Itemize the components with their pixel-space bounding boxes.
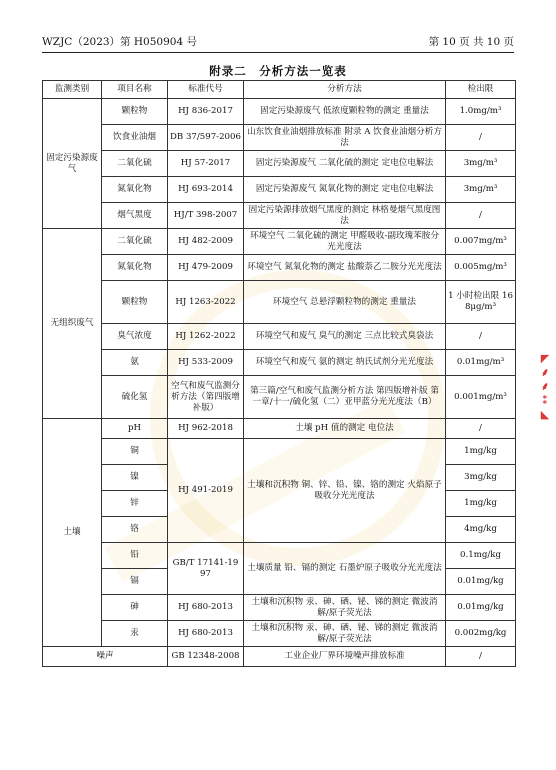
seal-mark: ◤ ⸙ ⸙ ⁑ ◣: [540, 352, 550, 421]
limit-cell: /: [446, 324, 516, 350]
standard-cell: GB/T 17141-1997: [168, 543, 244, 595]
limit-cell: /: [446, 647, 516, 667]
item-cell: 镍: [102, 465, 168, 491]
item-cell: 硫化氢: [102, 376, 168, 419]
standard-cell: HJ 479-2009: [168, 255, 244, 281]
item-cell: 氮氧化物: [102, 255, 168, 281]
method-cell: 山东饮食业油烟排放标准 附录 A 饮食业油烟分析方法: [244, 125, 446, 151]
col-header-standard: 标准代号: [168, 81, 244, 99]
standard-cell: GB 12348-2008: [168, 647, 244, 667]
standard-cell: DB 37/597-2006: [168, 125, 244, 151]
standard-cell: HJ 533-2009: [168, 350, 244, 376]
method-cell: 环境空气 总悬浮颗粒物的测定 重量法: [244, 281, 446, 324]
item-cell: 二氧化硫: [102, 151, 168, 177]
limit-cell: 0.1mg/kg: [446, 543, 516, 569]
standard-cell: HJ 680-2013: [168, 595, 244, 621]
table-row: [43, 255, 516, 281]
page-header: [42, 31, 514, 53]
method-cell: 土壤和沉积物 铜、锌、铅、镍、铬的测定 火焰原子吸收分光光度法: [244, 439, 446, 543]
method-cell: 土壤 pH 值的测定 电位法: [244, 419, 446, 439]
item-cell: 饮食业油烟: [102, 125, 168, 151]
item-cell: 铜: [102, 439, 168, 465]
limit-cell: 1mg/kg: [446, 491, 516, 517]
standard-cell: HJ 680-2013: [168, 621, 244, 647]
table-row: [43, 419, 516, 439]
category-cell: 噪声: [43, 647, 168, 667]
item-cell: 铅: [102, 543, 168, 569]
table-row: [43, 350, 516, 376]
method-cell: 工业企业厂界环境噪声排放标准: [244, 647, 446, 667]
page-title: 附录二 分析方法一览表: [209, 64, 347, 78]
limit-cell: /: [446, 419, 516, 439]
item-cell: 二氧化硫: [102, 229, 168, 255]
standard-cell: HJ 491-2019: [168, 439, 244, 543]
item-cell: 颗粒物: [102, 281, 168, 324]
standard-cell: HJ 962-2018: [168, 419, 244, 439]
limit-cell: 4mg/kg: [446, 517, 516, 543]
item-cell: pH: [102, 419, 168, 439]
limit-cell: /: [446, 203, 516, 229]
limit-cell: 1 小时检出限 168μg/m³: [446, 281, 516, 324]
limit-cell: 3mg/m³: [446, 177, 516, 203]
table-row: [43, 621, 516, 647]
item-cell: 锌: [102, 491, 168, 517]
item-cell: 砷: [102, 595, 168, 621]
standard-cell: 空气和废气监测分析方法（第四版增补版）: [168, 376, 244, 419]
table-row: [43, 543, 516, 569]
col-header-limit: 检出限: [446, 81, 516, 99]
table-row: [43, 647, 516, 667]
table-row: [43, 151, 516, 177]
table-row: [43, 595, 516, 621]
item-cell: 颗粒物: [102, 99, 168, 125]
category-cell: 固定污染源废气: [43, 99, 102, 229]
col-header-item: 项目名称: [102, 81, 168, 99]
item-cell: 烟气黑度: [102, 203, 168, 229]
methods-table: [42, 80, 516, 667]
method-cell: 固定污染源废气 氮氧化物的测定 定电位电解法: [244, 177, 446, 203]
item-cell: 氮氧化物: [102, 177, 168, 203]
standard-cell: HJ 1263-2022: [168, 281, 244, 324]
table-row: [43, 125, 516, 151]
limit-cell: 0.01mg/kg: [446, 569, 516, 595]
method-cell: 环境空气 二氧化硫的测定 甲醛吸收-副玫瑰苯胺分光光度法: [244, 229, 446, 255]
limit-cell: 0.01mg/m³: [446, 350, 516, 376]
item-cell: 铬: [102, 517, 168, 543]
method-cell: 环境空气和废气 氨的测定 纳氏试剂分光光度法: [244, 350, 446, 376]
standard-cell: HJ 836-2017: [168, 99, 244, 125]
category-cell: 无组织废气: [43, 229, 102, 419]
item-cell: 氨: [102, 350, 168, 376]
limit-cell: 1mg/kg: [446, 439, 516, 465]
limit-cell: 0.007mg/m³: [446, 229, 516, 255]
col-header-method: 分析方法: [244, 81, 446, 99]
table-row: [43, 99, 516, 125]
method-cell: 固定污染源废气 低浓度颗粒物的测定 重量法: [244, 99, 446, 125]
method-cell: 固定污染源排放烟气黑度的测定 林格曼烟气黑度图法: [244, 203, 446, 229]
standard-cell: HJ 482-2009: [168, 229, 244, 255]
table-header-row: [43, 81, 516, 99]
limit-cell: 3mg/m³: [446, 151, 516, 177]
table-row: [43, 376, 516, 419]
standard-cell: HJ 1262-2022: [168, 324, 244, 350]
limit-cell: 0.005mg/m³: [446, 255, 516, 281]
limit-cell: 0.01mg/kg: [446, 595, 516, 621]
table-row: [43, 439, 516, 465]
standard-cell: HJ/T 398-2007: [168, 203, 244, 229]
method-cell: 土壤和沉积物 汞、砷、硒、铋、锑的测定 微波消解/原子荧光法: [244, 621, 446, 647]
limit-cell: /: [446, 125, 516, 151]
category-cell: 土壤: [43, 419, 102, 647]
standard-cell: HJ 693-2014: [168, 177, 244, 203]
item-cell: 臭气浓度: [102, 324, 168, 350]
standard-cell: HJ 57-2017: [168, 151, 244, 177]
table-row: [43, 229, 516, 255]
method-cell: 土壤质量 铅、镉的测定 石墨炉原子吸收分光光度法: [244, 543, 446, 595]
item-cell: 汞: [102, 621, 168, 647]
table-row: [43, 203, 516, 229]
method-cell: 固定污染源废气 二氧化硫的测定 定电位电解法: [244, 151, 446, 177]
table-row: [43, 177, 516, 203]
report-number: WZJC（2023）第 H050904 号: [42, 36, 197, 48]
inspection-seal-fragment: [536, 352, 554, 457]
table-row: [43, 324, 516, 350]
method-cell: 环境空气和废气 臭气的测定 三点比较式臭袋法: [244, 324, 446, 350]
method-cell: 第三篇/空气和废气监测分析方法 第四版增补版 第一章/十一/硫化氢（二）亚甲蓝分光光度法（B）: [244, 376, 446, 419]
limit-cell: 3mg/kg: [446, 465, 516, 491]
method-cell: 土壤和沉积物 汞、砷、硒、铋、锑的测定 微波消解/原子荧光法: [244, 595, 446, 621]
item-cell: 镉: [102, 569, 168, 595]
table-row: [43, 281, 516, 324]
limit-cell: 1.0mg/m³: [446, 99, 516, 125]
method-cell: 环境空气 氮氧化物的测定 盐酸萘乙二胺分光光度法: [244, 255, 446, 281]
limit-cell: 0.002mg/kg: [446, 621, 516, 647]
page-indicator: 第 10 页 共 10 页: [428, 36, 514, 48]
limit-cell: 0.001mg/m³: [446, 376, 516, 419]
col-header-category: 监测类别: [43, 81, 102, 99]
